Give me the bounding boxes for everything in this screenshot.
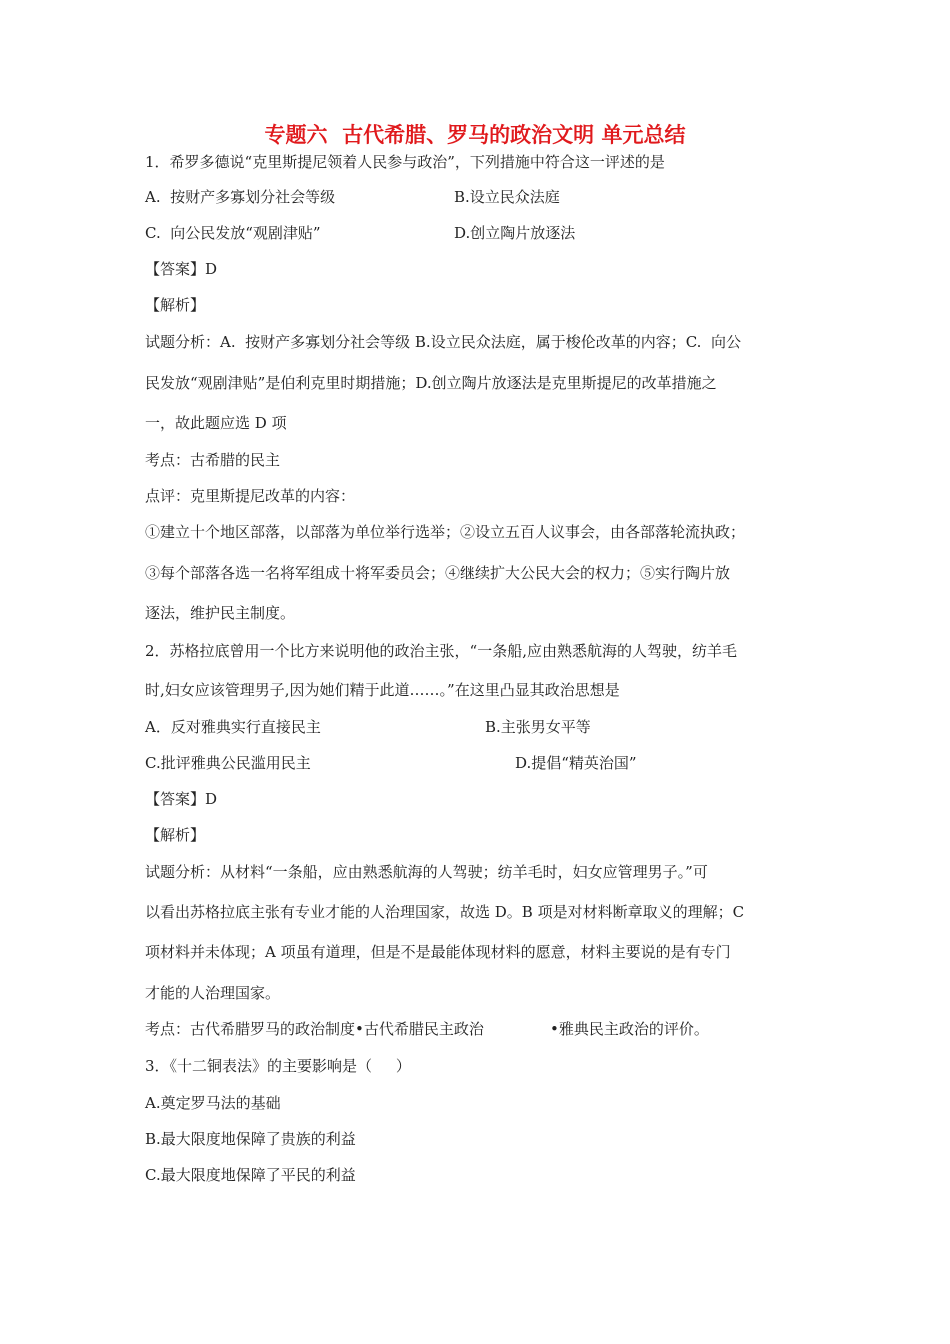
q2-option-b: B.主张男女平等 — [485, 718, 591, 736]
q1-answer: 【答案】D — [145, 260, 218, 278]
q2-point-continued: •雅典民主政治的评价。 — [550, 1020, 709, 1038]
q2-point: 考点：古代希腊罗马的政治制度•古代希腊民主政治 — [145, 1020, 484, 1038]
q2-analysis-line: 项材料并未体现；A 项虽有道理，但是不是最能体现材料的愿意，材料主要说的是有专门 — [145, 943, 731, 961]
q2-option-d: D.提倡“精英治国” — [515, 754, 637, 772]
page-title: 专题六 古代希腊、罗马的政治文明 单元总结 — [264, 122, 686, 147]
q2-analysis-line: 试题分析：从材料“一条船，应由熟悉航海的人驾驶；纺羊毛时，妇女应管理男子。”可 — [145, 863, 708, 881]
q2-answer: 【答案】D — [145, 790, 218, 808]
q1-analysis-line: 一，故此题应选 D 项 — [145, 414, 287, 432]
q1-option-d: D.创立陶片放逐法 — [454, 224, 576, 242]
q2-option-a: A．反对雅典实行直接民主 — [145, 718, 321, 736]
q3-option-b: B.最大限度地保障了贵族的利益 — [145, 1130, 356, 1148]
q1-analysis-line: 民发放“观剧津贴”是伯利克里时期措施；D.创立陶片放逐法是克里斯提尼的改革措施之 — [145, 374, 717, 392]
q1-option-c: C. 向公民发放“观剧津贴” — [145, 224, 321, 242]
q3-stem: 3．《十二铜表法》的主要影响是（ ） — [145, 1057, 411, 1075]
q1-analysis-label: 【解析】 — [145, 296, 206, 314]
q2-analysis-label: 【解析】 — [145, 826, 206, 844]
q1-comment-line: ③每个部落各选一名将军组成十将军委员会；④继续扩大公民大会的权力；⑤实行陶片放 — [145, 564, 731, 582]
q2-stem-line: 2．苏格拉底曾用一个比方来说明他的政治主张，“一条船,应由熟悉航海的人驾驶，纺羊毛 — [145, 642, 737, 660]
q1-comment-line: 逐法，维护民主制度。 — [145, 604, 296, 622]
q1-comment-line: ①建立十个地区部落，以部落为单位举行选举；②设立五百人议事会，由各部落轮流执政； — [145, 523, 746, 541]
q2-analysis-line: 才能的人治理国家。 — [145, 984, 281, 1002]
q1-option-a: A. 按财产多寡划分社会等级 — [145, 188, 336, 206]
q1-option-b: B.设立民众法庭 — [454, 188, 560, 206]
q1-comment-label: 点评：克里斯提尼改革的内容： — [145, 487, 356, 505]
q1-analysis-line: 试题分析：A. 按财产多寡划分社会等级 B.设立民众法庭，属于梭伦改革的内容；C. 向公 — [145, 333, 741, 351]
q1-point: 考点：古希腊的民主 — [145, 451, 281, 469]
q2-option-c: C.批评雅典公民滥用民主 — [145, 754, 311, 772]
q2-stem-line: 时,妇女应该管理男子,因为她们精于此道……。”在这里凸显其政治思想是 — [145, 681, 620, 699]
q2-analysis-line: 以看出苏格拉底主张有专业才能的人治理国家，故选 D。B 项是对材料断章取义的理解；C — [145, 903, 745, 921]
q3-option-a: A.奠定罗马法的基础 — [145, 1094, 281, 1112]
q1-stem: 1．希罗多德说“克里斯提尼领着人民参与政治”，下列措施中符合这一评述的是 — [145, 153, 665, 171]
q3-option-c: C.最大限度地保障了平民的利益 — [145, 1166, 356, 1184]
